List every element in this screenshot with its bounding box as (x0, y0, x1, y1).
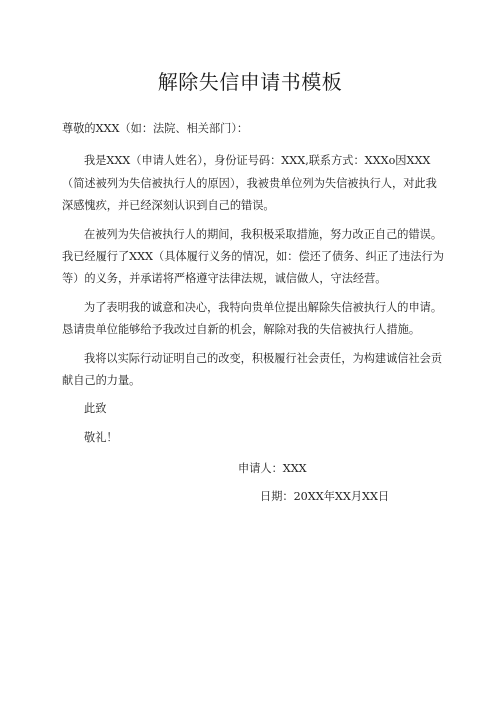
document-title: 解除失信申请书模板 (157, 70, 343, 94)
paragraph-3: 为了表明我的诚意和决心，我特向贵单位提出解除失信被执行人的申请。恳请贵单位能够给予我改过自新的机会，解除对我的失信被执行人措施。 (62, 300, 443, 337)
salutation: 尊敬的XXX（如：法院、相关部门）： (62, 122, 249, 135)
date-line: 日期：20XX年XX月XX日 (260, 490, 390, 503)
closing-jing-li: 敬礼！ (84, 430, 118, 444)
paragraph-1: 我是XXX（申请人姓名），身份证号码：XXX,联系方式：XXXo因XXX（简述被列为失信被执行人的原因），我被贵单位列为失信被执行人，对此我深感愧疚，并已经深刻认识到自己的错误。 (62, 154, 437, 213)
closing-ci-zhi: 此致 (84, 402, 107, 416)
document-body (62, 118, 446, 455)
paragraph-2: 在被列为失信被执行人的期间，我积极采取措施，努力改正自己的错误。我已经履行了XXX（具体履行义务的情况，如：偿还了债务、纠正了违法行为等）的义务，并承诺将严格遵守法律法规，诚信做人，守法经营。 (62, 227, 444, 286)
applicant-line: 申请人：XXX (238, 462, 307, 475)
paragraph-4: 我将以实际行动证明自己的改变，积极履行社会责任，为构建诚信社会贡献自己的力量。 (62, 351, 443, 388)
